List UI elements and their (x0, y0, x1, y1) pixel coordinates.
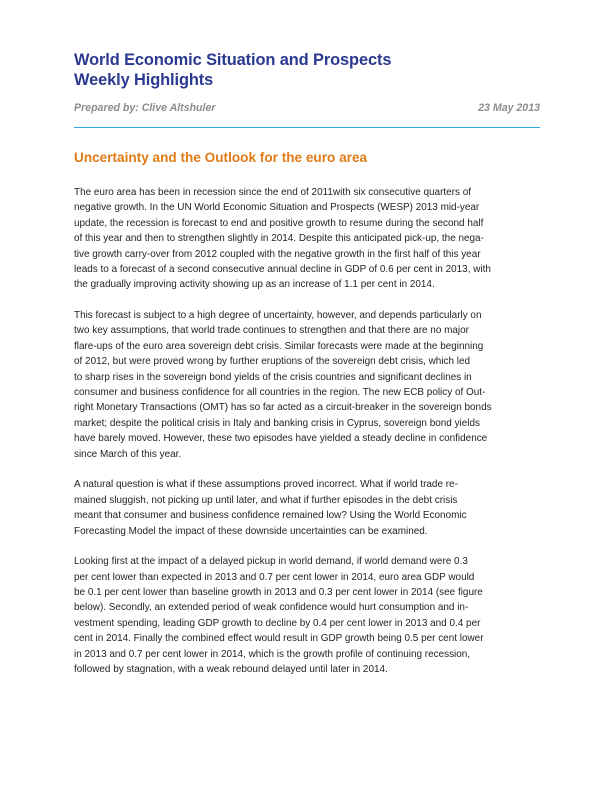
text-line: Looking first at the impact of a delayed pickup in world demand, if world demand were 0.3 (74, 556, 468, 568)
text-line: Forecasting Model the impact of these downside uncertainties can be examined. (74, 525, 428, 537)
text-line: two key assumptions, that world trade continues to strengthen and that there are no major (74, 325, 469, 337)
body-text (74, 185, 549, 693)
text-line: A natural question is what if these assumptions proved incorrect. What if world trade re- (74, 479, 458, 491)
meta-row (74, 102, 540, 118)
section-heading: Uncertainty and the Outlook for the euro area (74, 150, 368, 165)
paragraph (74, 554, 549, 677)
text-line: per cent lower than expected in 2013 and 0.7 per cent lower in 2014, euro area GDP would (74, 571, 475, 583)
text-line: update, the recession is forecast to end and positive growth to resume during the second half (74, 217, 484, 229)
publication-date: 23 May 2013 (478, 102, 540, 114)
header-divider (74, 127, 540, 128)
text-line: flare-ups of the euro area sovereign debt crisis. Similar forecasts were made at the beginning (74, 340, 484, 352)
paragraph (74, 185, 549, 293)
document-title (74, 50, 544, 90)
text-line: have barely moved. However, these two episodes have yielded a steady decline in confidence (74, 433, 488, 445)
text-line: the gradually improving activity showing up as an increase of 1.1 per cent in 2014. (74, 279, 435, 291)
text-line: This forecast is subject to a high degree of uncertainty, however, and depends particularly on (74, 310, 482, 322)
text-line: followed by stagnation, with a weak rebound delayed until later in 2014. (74, 663, 388, 675)
text-line: The euro area has been in recession since the end of 2011with six consecutive quarters of (74, 187, 471, 198)
text-line: to sharp rises in the sovereign bond yields of the crisis countries and significant declines in (74, 371, 472, 383)
text-line: since March of this year. (74, 448, 182, 460)
text-line: in 2013 and 0.7 per cent lower in 2014, which is the growth profile of continuing recession, (74, 648, 471, 660)
text-line: cent in 2014. Finally the combined effect would result in GDP growth being 0.5 per cent lower (74, 633, 484, 645)
text-line: vestment spending, leading GDP growth to decline by 0.4 per cent lower in 2013 and 0.4 per (74, 617, 481, 629)
paragraph (74, 308, 549, 462)
text-line: market; despite the political crisis in Italy and banking crisis in Cyprus, sovereign bond yields (74, 417, 480, 429)
text-line: right Monetary Transactions (OMT) has so far acted as a circuit-breaker in the sovereign bonds (74, 402, 492, 414)
text-line: mained sluggish, not picking up until later, and what if further episodes in the debt crisis (74, 494, 458, 506)
title-line-2: Weekly Highlights (74, 71, 214, 89)
text-line: tive growth carry-over from 2012 coupled with the negative growth in the first half of this year (74, 248, 481, 260)
text-line: below). Secondly, an extended period of weak confidence would hurt consumption and in- (74, 602, 469, 614)
paragraph (74, 477, 549, 539)
title-line-1: World Economic Situation and Prospects (74, 51, 392, 69)
text-line: of 2012, but were proved wrong by further eruptions of the sovereign debt crisis, which led (74, 356, 471, 368)
text-line: negative growth. In the UN World Economic Situation and Prospects (WESP) 2013 mid-year (74, 202, 480, 214)
prepared-by: Prepared by: Clive Altshuler (74, 102, 216, 114)
text-line: consumer and business confidence for all countries in the region. The new ECB policy of Out- (74, 387, 486, 399)
text-line: meant that consumer and business confidence remained low? Using the World Economic (74, 510, 467, 522)
text-line: be 0.1 per cent lower than baseline growth in 2013 and 0.3 per cent lower in 2014 (see figure (74, 586, 483, 598)
text-line: leads to a forecast of a second consecutive annual decline in GDP of 0.6 per cent in 2013, with (74, 264, 491, 276)
text-line: of this year and then to strengthen slightly in 2014. Despite this anticipated pick-up, the nega- (74, 233, 484, 245)
